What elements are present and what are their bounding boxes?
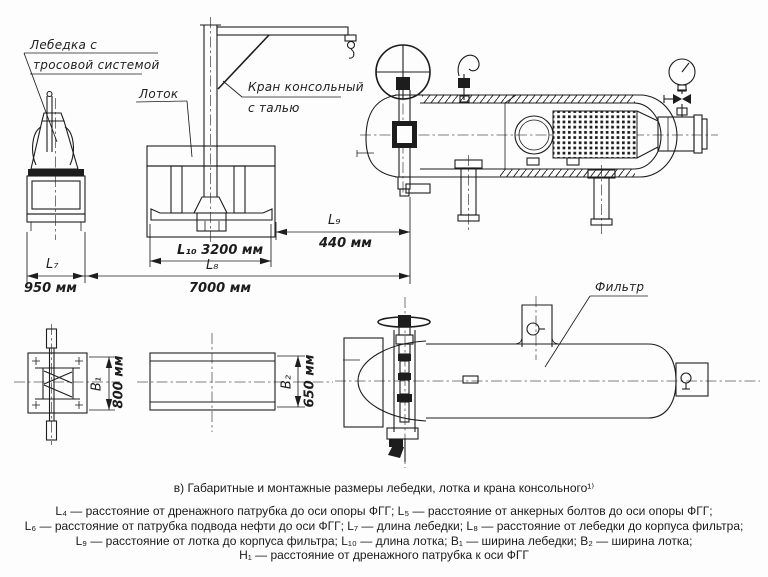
crane-label-line1: Кран консольный (248, 80, 364, 94)
winch-label-line1: Лебедка с (30, 38, 98, 52)
dim-b2-symbol: B₂ (279, 374, 295, 390)
dim-l7-symbol: L₇ (46, 257, 59, 272)
dim-l8-symbol: L₈ (206, 258, 219, 273)
dim-l7-value: 950 мм (24, 281, 77, 296)
dim-b1-symbol: B₁ (89, 376, 105, 392)
winch-label-line2: тросовой системой (33, 58, 160, 72)
footnote-line-1: L₄ — расстояние от дренажного патрубка до оси опоры ФГГ; L₅ — расстояние от анкерных болтов до оси опоры ФГГ; (55, 504, 713, 518)
footnote-line-3: L₉ — расстояние от лотка до корпуса фильтра; L₁₀ — длина лотка; B₁ — ширина лебедки; B₂ — ширина лотка; (75, 534, 693, 548)
filter-label: Фильтр (595, 280, 645, 294)
footnote-line-4: H₁ — расстояние от дренажного патрубка к оси ФГГ (239, 548, 529, 562)
footnote-line-2: L₆ — расстояние от патрубка подвода нефти до оси ФГГ; L₇ — длина лебедки; L₈ — расстояние от лебедки до корпуса фильтра; (24, 519, 744, 533)
winch-front-view (27, 92, 85, 241)
fgg-vessel-front-view (357, 45, 718, 234)
crane-and-tray-front-view (147, 17, 356, 242)
dim-l10-label: L₁₀ 3200 мм (177, 243, 264, 258)
figure-caption: в) Габаритные и монтажные размеры лебедки, лотка и крана консольного¹⁾ (173, 481, 595, 495)
dim-l9-symbol: L₉ (328, 213, 341, 228)
dim-b1-value: 800 мм (111, 355, 127, 409)
filter-side-view (335, 296, 760, 468)
crane-label-line2: с талью (248, 101, 300, 115)
dim-b2-value: 650 мм (302, 354, 318, 408)
tray-label: Лоток (139, 87, 179, 101)
dim-l8-value: 7000 мм (189, 281, 251, 296)
dim-l9-value: 440 мм (319, 236, 372, 251)
dimension-lines (27, 197, 410, 410)
